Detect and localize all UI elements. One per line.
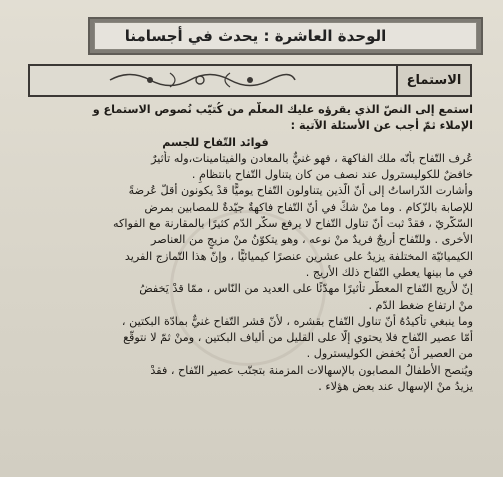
paragraph-line: منْ ارتفاع ضغط الدّم . xyxy=(368,298,473,312)
paragraph-line: من العصير أنْ يُخفض الكوليسترول . xyxy=(306,347,473,361)
unit-title: الوحدة العاشرة : يحدث في أجسامنا xyxy=(94,22,477,50)
ornament-icon xyxy=(100,69,300,91)
paragraph-line: وأشارت الدّراساتُ إلى أنّ الّذين يتناولون التّفاح يوميًّا قدْ يكونون أقلّ عُرضةً xyxy=(128,184,473,198)
section-label: الاستماع xyxy=(396,66,470,95)
paragraph-line: ويُنصح الأطفالُ المصابون بالإسهالات المزمنة بتجنّب عصير التّفاح ، فقدْ xyxy=(150,363,473,377)
paragraph-line: خافضٌ للكوليسترول عند نصف من كان يتناول التّفاح بانتظامٍ . xyxy=(191,168,473,182)
paragraph-line: يزيدُ منْ الإسهال عند بعض هؤلاء . xyxy=(318,380,473,394)
paragraph-line: إنّ لأريج التّفاح المعطّر تأثيرًا مهدّئًا على العديد من النّاس ، ممّا قدْ يَخفضُ xyxy=(139,282,473,296)
paragraph-line: الكيميائيّة المختلفة يزيدُ على عشرين عنصرًا كيميائيًّا ، وإنّ هذا التّمازج الفريد xyxy=(124,249,473,263)
paragraph-line: وما ينبغي تأكيدُهُ أنّ تناول التّفاح بقشره ، لأنّ قشر التّفاح غنيٌّ بمادّة البكتين ، xyxy=(121,314,473,328)
paragraph-line: أمّا عصير التّفاح فلا يحتوي إلّا على القليل من ألياف البكتين ، ومنْ ثمّ لا نتوقّع xyxy=(123,331,473,345)
section-banner xyxy=(28,64,472,97)
lesson-text xyxy=(18,102,473,395)
unit-header xyxy=(88,17,483,55)
intro-line: استمع إلى النصّ الذي يقرؤه عليك المعلّم من كُتيّب نُصوص الاستماع و xyxy=(92,103,473,116)
passage-title: فوائد التّفاح للجسم xyxy=(162,135,269,149)
paragraph-line: عُرف التّفاح بأنّه ملك الفاكهة ، فهو غنيٌّ بالمعادن والفيتامينات،وله تأثيرٌ xyxy=(151,151,473,165)
paragraph-line: في ما بينها يعطي التّفاح ذلك الأريج . xyxy=(305,265,473,279)
paragraph-line: السّكّريّ ، فقدْ ثبت أنّ تناول التّفاح لا يرفع سكّر الدّم كثيرًا بالمقارنة مع الفواكه xyxy=(113,217,473,231)
paragraph-line: للإصابة بالزّكام . وما منْ شكٍّ في أنّ التّفاح فاكهةٌ جيّدةٌ للمصابين بمرض xyxy=(144,200,473,214)
paragraph-line: الأخرى . وللتّفاح أريجٌ فريدٌ منْ نوعه ، وهو يتكوّنُ منْ مزيجٍ من العناصر xyxy=(151,233,473,247)
intro-line: الإملاء ثمّ أجب عن الأسئلة الآتية : xyxy=(290,119,473,133)
